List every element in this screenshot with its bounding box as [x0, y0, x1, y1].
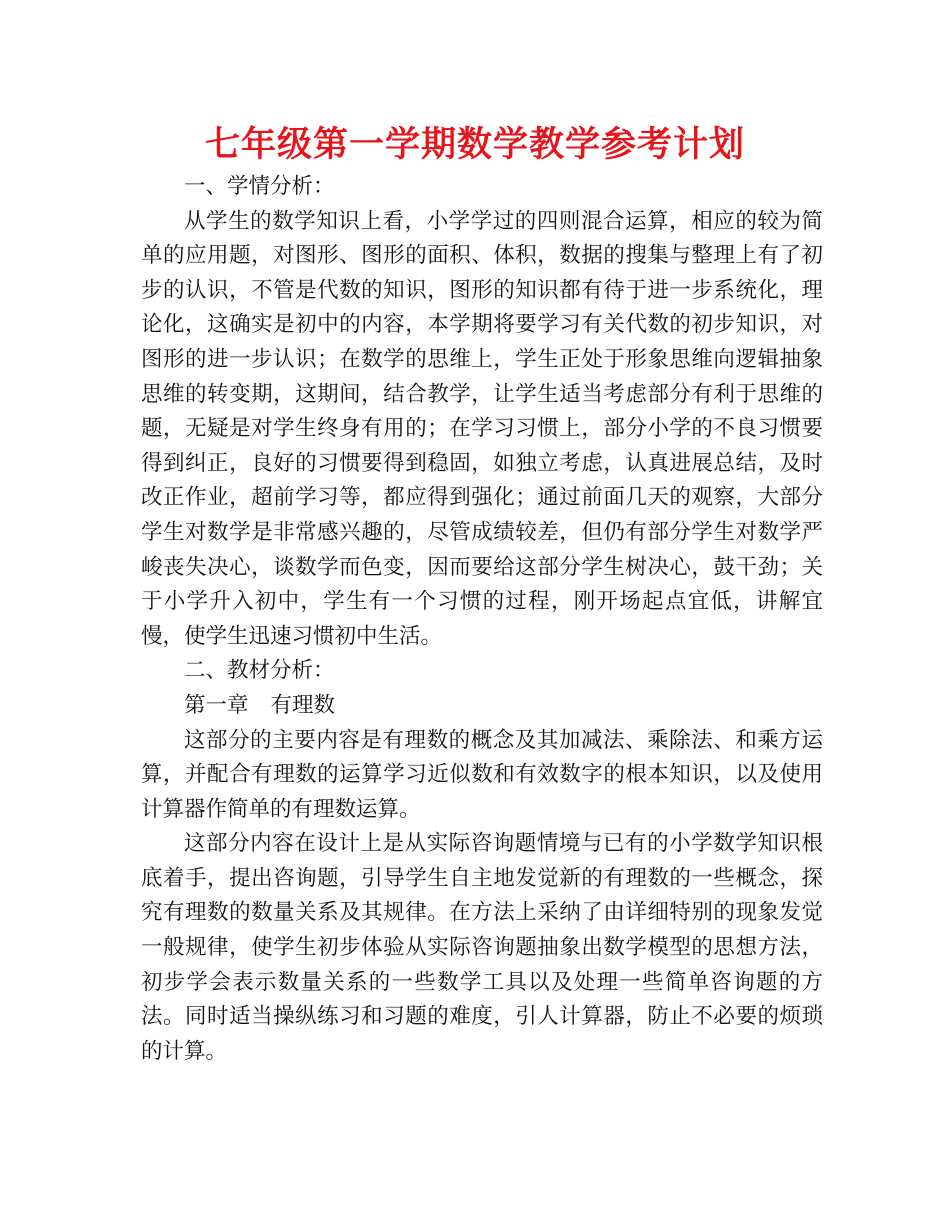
section-heading-learning-analysis: 一、学情分析： [184, 174, 335, 199]
page-title: 七年级第一学期数学教学参考计划 [204, 125, 745, 165]
paragraph-learning-analysis: 从学生的数学知识上看，小学学过的四则混合运算，相应的较为简单的应用题，对图形、图形的面积、体积，数据的搜集与整理上有了初步的认识，不管是代数的知识，图形的知识都有待于进一步系统化，理论化，这确实是初中的内容，本学期将要学习有关代数的初步知识，对图形的进一步认识；在数学的思维上，学生正处于形象思维向逻辑抽象思维的转变期，这期间，结合教学，让学生适当考虑部分有利于思维的题，无疑是对学生终身有用的；在学习习惯上，部分小学的不良习惯要得到纠正，良好的习惯要得到稳固，如独立考虑，认真进展总结，及时改正作业，超前学习等，都应得到强化；通过前面几天的观察，大部分学生对数学是非常感兴趣的，尽管成绩较差，但仍有部分学生对数学严峻丧失决心，谈数学而色变，因而要给这部分学生树决心，鼓干劲；关于小学升入初中，学生有一个习惯的过程，刚开场起点宜低，讲解宜慢，使学生迅速习惯初中生活。 [141, 208, 823, 649]
document-body [141, 170, 823, 1069]
paragraph-chapter-content: 这部分的主要内容是有理数的概念及其加减法、乘除法、和乘方运算，并配合有理数的运算学习近似数和有效数字的根本知识，以及使用计算器作简单的有理数运算。 [141, 727, 823, 822]
chapter-number: 第一章 [184, 692, 249, 718]
chapter-title: 有理数 [270, 692, 336, 718]
paragraph-chapter-design: 这部分内容在设计上是从实际咨询题情境与已有的小学数学知识根底着手，提出咨询题，引导学生自主地发觉新的有理数的一些概念，探究有理数的数量关系及其规律。在方法上采纳了由详细特别的现象发觉一般规律，使学生初步体验从实际咨询题抽象出数学模型的思想方法，初步学会表示数量关系的一些数学工具以及处理一些简单咨询题的方法。同时适当操纵练习和习题的难度，引人计算器，防止不必要的烦琐的计算。 [141, 831, 823, 1064]
chapter-heading [141, 689, 823, 724]
section-heading-textbook-analysis: 二、教材分析： [184, 658, 335, 684]
